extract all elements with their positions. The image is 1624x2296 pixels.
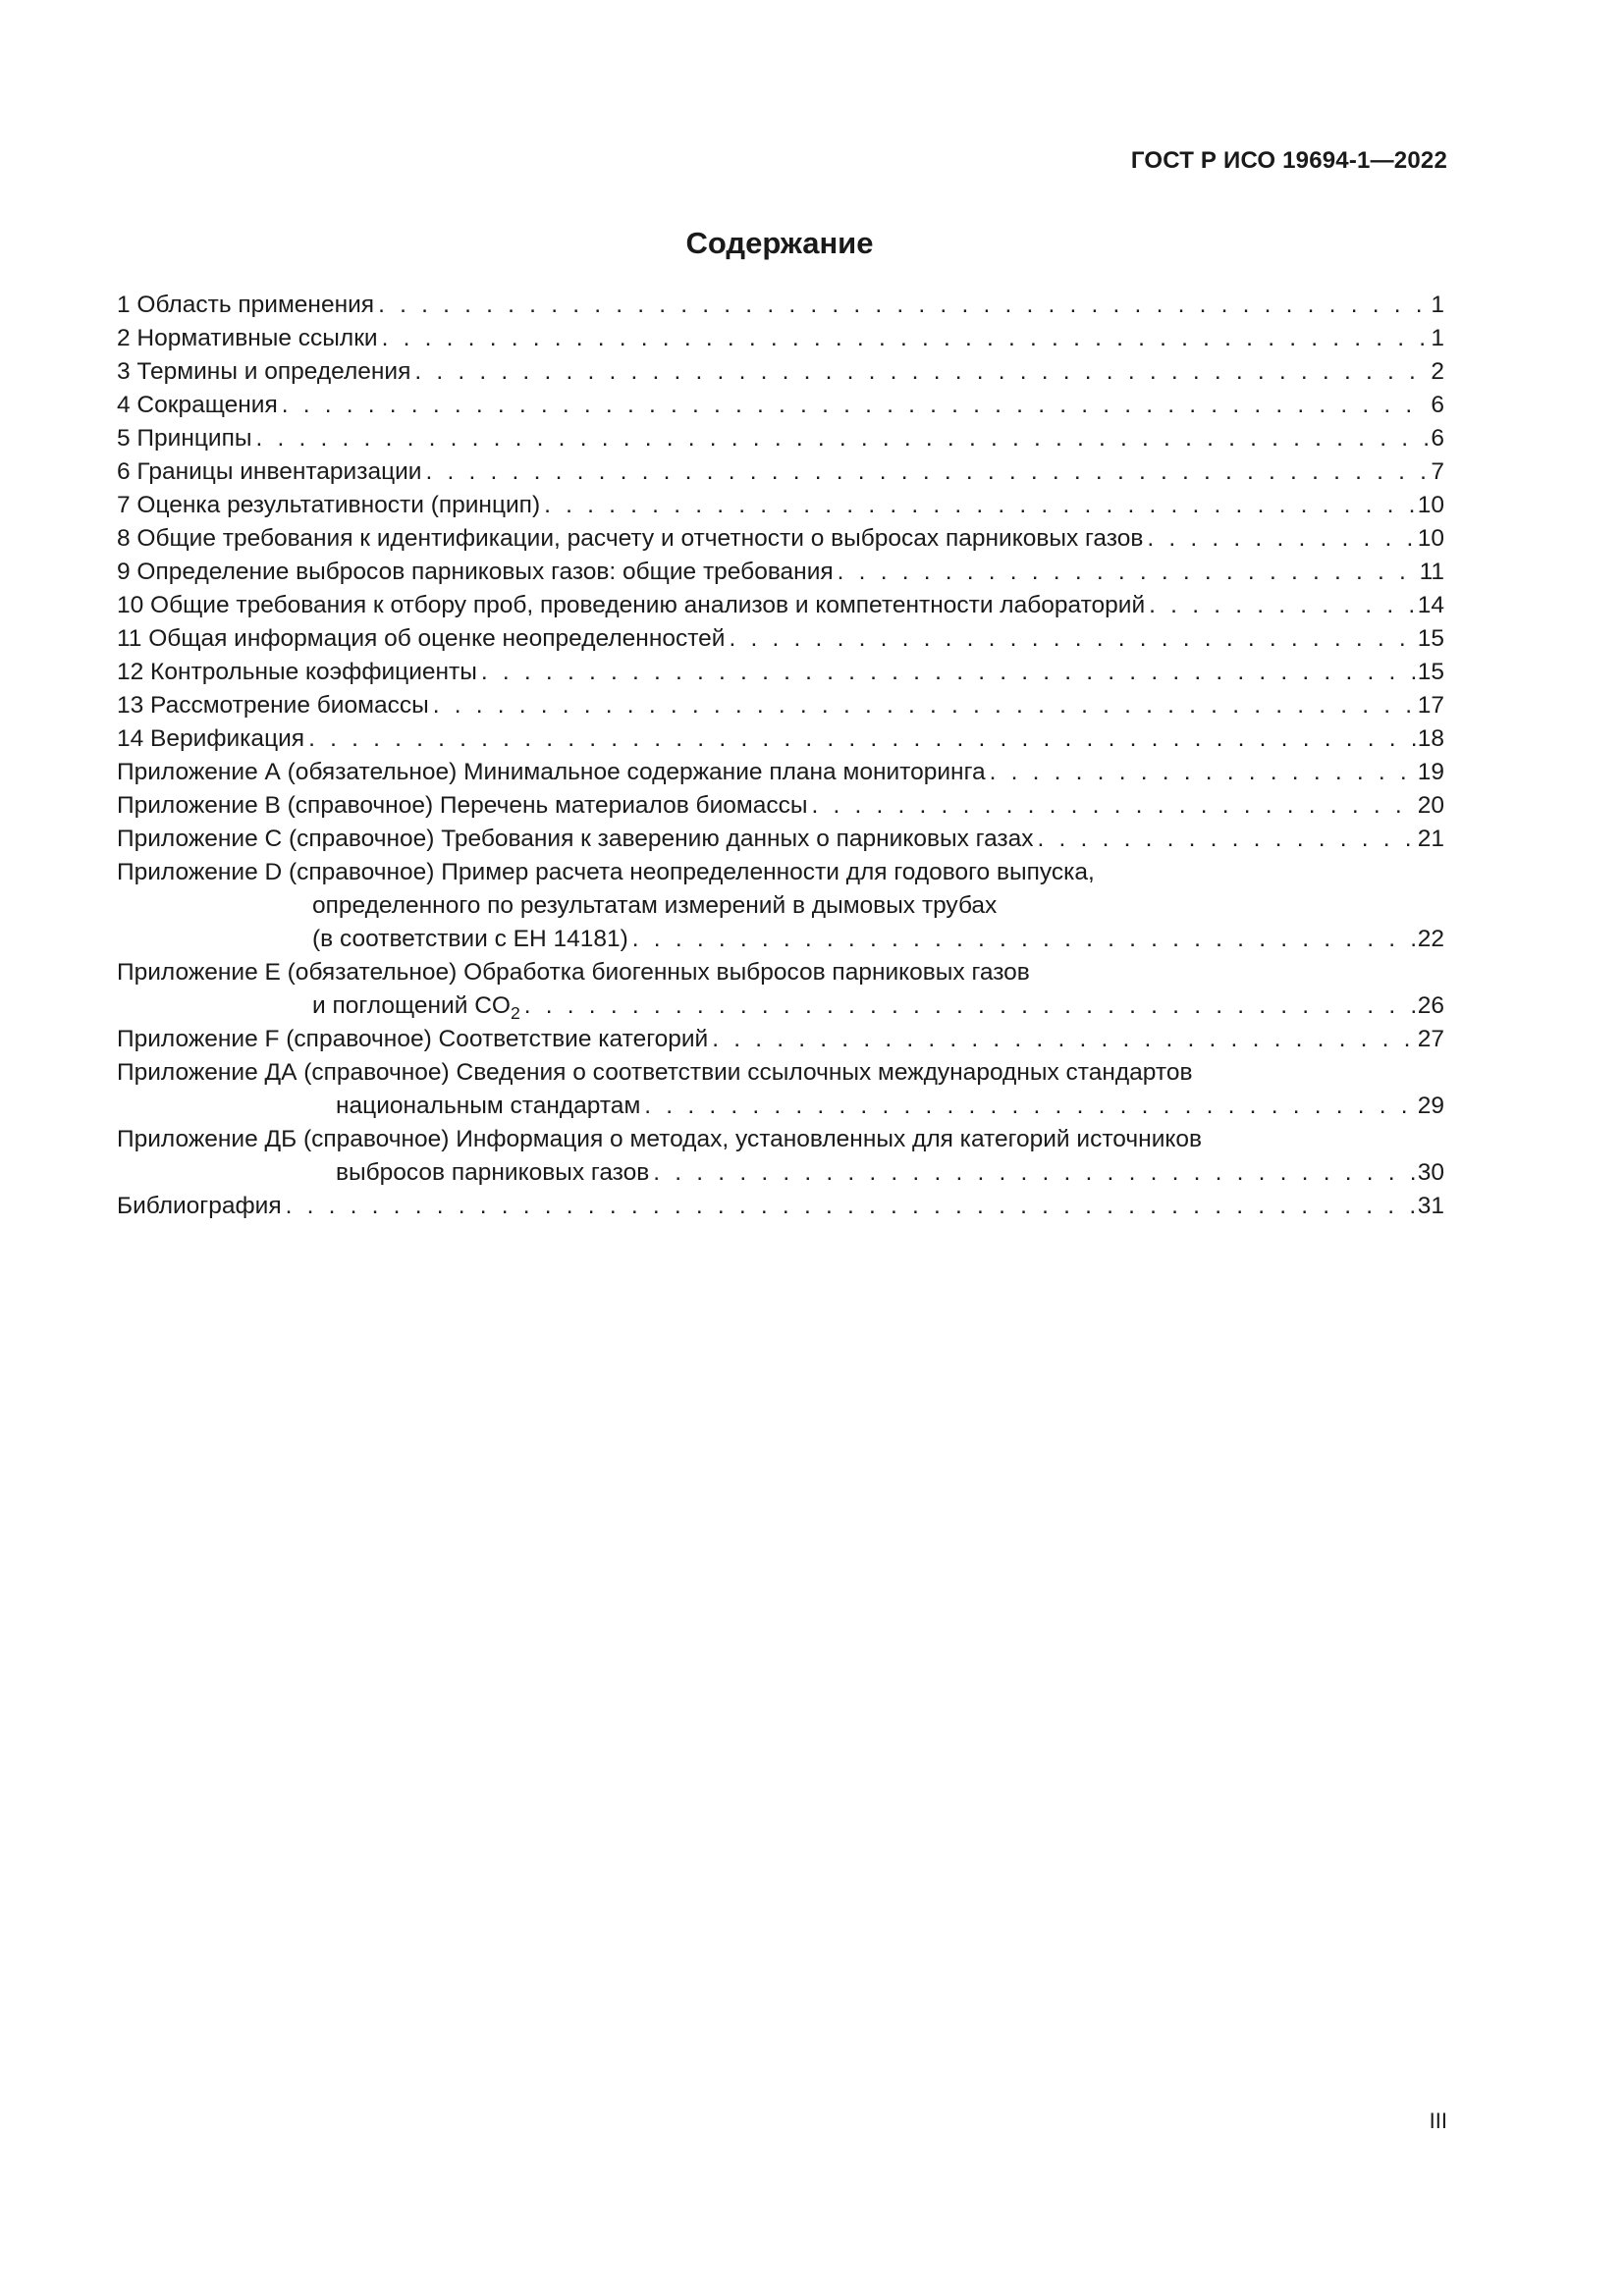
toc-entry-text: 12 Контрольные коэффициенты [117,659,477,685]
toc-entry-page: 1 [1431,325,1444,351]
toc-entry-text: 6 Границы инвентаризации [117,458,422,485]
toc-entry-text: 14 Верификация [117,725,305,752]
toc-entry[interactable] [117,422,1444,455]
toc-leader-dots [838,556,1418,589]
toc-entry-page: 30 [1417,1159,1444,1186]
toc-entry-text: 5 Принципы [117,425,252,452]
toc-leader-dots [308,722,1416,756]
toc-entry-page: 7 [1431,458,1444,485]
toc-entry-page: 17 [1417,692,1444,719]
toc-entry[interactable] [117,522,1444,556]
toc-entry-page: 10 [1417,525,1444,552]
toc-leader-dots [730,622,1416,656]
toc-entry-text: Библиография [117,1193,282,1219]
toc-entry[interactable] [117,689,1444,722]
toc-entry-page: 18 [1417,725,1444,752]
toc-entry-text: 4 Сокращения [117,392,278,418]
toc-leader-dots [282,389,1430,422]
toc-simple-entries [117,289,1444,856]
toc-leader-dots [712,1023,1416,1056]
toc-entry-text: 1 Область применения [117,292,375,318]
toc-entry-page: 19 [1417,759,1444,785]
toc-entry-page: 14 [1417,592,1444,618]
toc-entry-text-continued: национальным стандартам [336,1093,641,1119]
toc-entry-text: 7 Оценка результативности (принцип) [117,492,541,518]
toc-leader-dots [653,1156,1415,1190]
toc-entry-page: 10 [1417,492,1444,518]
toc-entry-text: 9 Определение выбросов парниковых газов: общие требования [117,559,834,585]
toc-leader-dots [426,455,1430,489]
toc-entry-text-prefix: и поглощений CO [312,992,511,1019]
toc-entry[interactable] [117,622,1444,656]
toc-leader-dots [1147,522,1415,556]
toc-leader-dots [524,989,1416,1023]
toc-leader-dots [811,789,1415,823]
toc-entry-text-continued [312,989,520,1023]
toc-entry-text: 13 Рассмотрение биомассы [117,692,429,719]
toc-entry-page: 15 [1417,625,1444,652]
toc-leader-dots [414,355,1429,389]
toc-entry-appendix-f[interactable] [117,1023,1444,1056]
toc-entry-text: 3 Термины и определения [117,358,411,385]
toc-entry-appendix-da[interactable] [117,1056,1444,1123]
toc-entry-text: Приложение А (обязательное) Минимальное содержание плана мониторинга [117,759,986,785]
subscript-2: 2 [510,1003,520,1024]
toc-entry-page: 26 [1417,992,1444,1019]
toc-leader-dots [1038,823,1416,856]
toc-entry[interactable] [117,656,1444,689]
toc-entry-page: 6 [1431,392,1444,418]
toc-leader-dots [378,289,1429,322]
toc-leader-dots [644,1090,1415,1123]
toc-entry-page: 31 [1417,1193,1444,1219]
toc-leader-dots [632,923,1416,956]
toc-entry-text: 10 Общие требования к отбору проб, проведению анализов и компетентности лабораторий [117,592,1146,618]
toc-leader-dots [255,422,1429,455]
table-of-contents [117,289,1444,1223]
toc-entry[interactable] [117,756,1444,789]
toc-leader-dots [382,322,1430,355]
toc-entry-text-continued: выбросов парниковых газов [336,1159,650,1186]
toc-entry[interactable] [117,389,1444,422]
toc-entry-text-continued: (в соответствии с ЕН 14181) [312,926,628,952]
toc-entry[interactable] [117,789,1444,823]
toc-entry-text: Приложение Е (обязательное) Обработка биогенных выбросов парниковых газов [117,959,1030,986]
toc-entry-appendix-db[interactable] [117,1123,1444,1190]
toc-entry-appendix-e[interactable] [117,956,1444,1023]
toc-leader-dots [1149,589,1416,622]
toc-leader-dots [286,1190,1416,1223]
toc-entry-text: Приложение D (справочное) Пример расчета неопределенности для годового выпуска, [117,859,1095,885]
toc-entry-text: Приложение ДА (справочное) Сведения о соответствии ссылочных международных стандартов [117,1059,1193,1086]
toc-entry-text: 2 Нормативные ссылки [117,325,378,351]
toc-entry-page: 6 [1431,425,1444,452]
toc-entry[interactable] [117,556,1444,589]
toc-entry-page: 11 [1419,559,1444,585]
toc-entry[interactable] [117,589,1444,622]
toc-entry-bibliography[interactable] [117,1190,1444,1223]
toc-entry-text: Приложение ДБ (справочное) Информация о методах, установленных для категорий источников [117,1126,1203,1152]
toc-entry-text: 8 Общие требования к идентификации, расчету и отчетности о выбросах парниковых газов [117,525,1144,552]
toc-entry[interactable] [117,322,1444,355]
toc-entry-text: 11 Общая информация об оценке неопределенностей [117,625,726,652]
toc-entry-page: 2 [1431,358,1444,385]
toc-entry-text-continued: определенного по результатам измерений в дымовых трубах [312,892,998,919]
toc-entry-page: 15 [1417,659,1444,685]
document-code: ГОСТ Р ИСО 19694-1—2022 [1130,147,1447,174]
toc-entry[interactable] [117,489,1444,522]
toc-entry-page: 1 [1431,292,1444,318]
toc-entry-page: 20 [1417,792,1444,819]
page-number: III [1429,2109,1447,2133]
toc-title: Содержание [685,226,874,260]
toc-entry-page: 29 [1417,1093,1444,1119]
toc-entry-page: 27 [1417,1026,1444,1052]
toc-entry-text: Приложение F (справочное) Соответствие категорий [117,1026,709,1052]
toc-entry[interactable] [117,289,1444,322]
toc-leader-dots [990,756,1416,789]
toc-entry-text: Приложение В (справочное) Перечень материалов биомассы [117,792,808,819]
toc-leader-dots [481,656,1416,689]
toc-entry[interactable] [117,722,1444,756]
toc-entry-text: Приложение С (справочное) Требования к заверению данных о парниковых газах [117,826,1034,852]
toc-entry-appendix-d[interactable] [117,856,1444,956]
toc-entry-page: 21 [1417,826,1444,852]
toc-leader-dots [433,689,1416,722]
toc-entry-page: 22 [1417,926,1444,952]
toc-leader-dots [544,489,1416,522]
toc-entry[interactable] [117,455,1444,489]
toc-entry[interactable] [117,355,1444,389]
toc-entry[interactable] [117,823,1444,856]
